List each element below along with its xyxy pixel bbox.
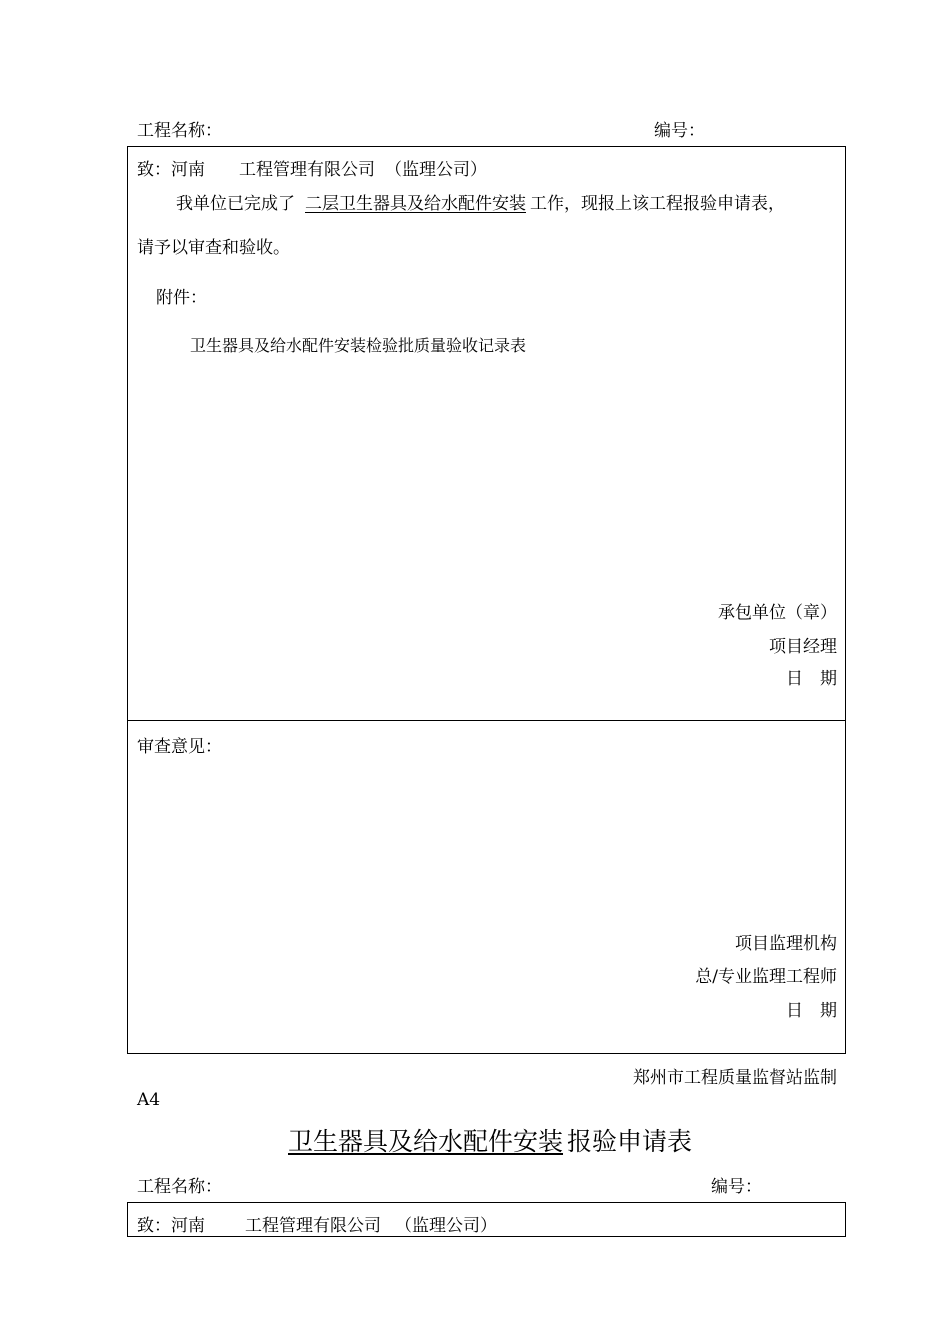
body-line-1 [176, 189, 785, 214]
body-suffix: 工作，现报上该工程报验申请表， [530, 194, 785, 214]
to-prefix: 致： [137, 160, 171, 180]
supervision-org: 项目监理机构 [735, 934, 837, 954]
to-supervisor: （监理公司） [385, 160, 487, 180]
form2-addressee-line [137, 1211, 497, 1236]
chief-engineer: 总/专业监理工程师 [695, 967, 837, 987]
contractor-seal: 承包单位（章） [718, 603, 837, 623]
addressee-line [137, 155, 487, 180]
form2-title-suffix: 报验申请表 [567, 1127, 693, 1156]
paper-size: A4 [137, 1090, 161, 1110]
attachment-label: 附件： [156, 288, 207, 308]
project-name-label: 工程名称： [137, 121, 222, 141]
number-label: 编号： [654, 121, 705, 141]
work-item: 二层卫生器具及给水配件安装 [305, 194, 526, 214]
table-divider [127, 720, 846, 721]
body-line-2: 请予以审查和验收。 [137, 238, 290, 258]
to-company-b: 工程管理有限公司 [239, 160, 375, 180]
form2-to-prefix: 致： [137, 1216, 171, 1236]
issuing-station: 郑州市工程质量监督站监制 [633, 1068, 837, 1088]
review-label: 审查意见： [137, 737, 222, 757]
body-prefix: 我单位已完成了 [176, 194, 295, 214]
form2-project-name-label: 工程名称： [137, 1177, 222, 1197]
form2-title [274, 1122, 692, 1158]
form2-number-label: 编号： [711, 1177, 762, 1197]
form2-to-company-b: 工程管理有限公司 [245, 1216, 381, 1236]
form2-to-company-a: 河南 [171, 1216, 205, 1236]
project-manager: 项目经理 [769, 637, 837, 657]
attachment-item: 卫生器具及给水配件安装检验批质量验收记录表 [190, 336, 527, 355]
date-label: 日 期 [786, 669, 837, 689]
form2-to-supervisor: （监理公司） [395, 1216, 497, 1236]
date-label-2: 日 期 [786, 1001, 837, 1021]
to-company-a: 河南 [171, 160, 205, 180]
form2-title-item: 卫生器具及给水配件安装 [288, 1127, 564, 1156]
